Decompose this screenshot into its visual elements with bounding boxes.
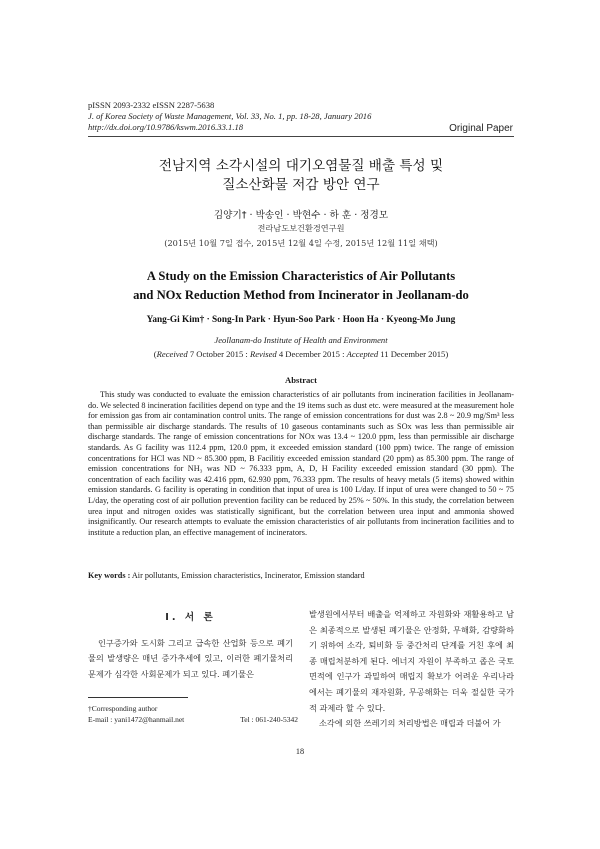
issn-line: pISSN 2093-2332 eISSN 2287-5638 bbox=[88, 100, 215, 110]
english-affiliation: Jeollanam-do Institute of Health and Environment bbox=[214, 335, 388, 345]
keywords-label: Key words : bbox=[88, 571, 131, 580]
english-dates bbox=[88, 349, 514, 359]
received-date: 7 October 2015 : bbox=[187, 349, 250, 359]
english-title bbox=[88, 267, 514, 305]
page-number: 18 bbox=[295, 747, 305, 756]
accepted-label: Accepted bbox=[346, 349, 379, 359]
keywords-text: Air pollutants, Emission characteristics, Incinerator, Emission standard bbox=[130, 571, 365, 580]
keywords bbox=[88, 571, 514, 580]
revised-date: 4 December 2015 : bbox=[276, 349, 347, 359]
korean-dates: (2015년 10월 7일 접수, 2015년 12월 4일 수정, 2015년 12월 11일 채택) bbox=[164, 238, 438, 248]
korean-title-line2: 질소산화물 저감 방안 연구 bbox=[222, 177, 380, 193]
corresponding-author-note: †Corresponding author bbox=[88, 704, 158, 713]
english-title-line2: and NOx Reduction Method from Incinerator in Jeollanam-do bbox=[133, 288, 469, 302]
abstract-heading: Abstract bbox=[285, 375, 317, 385]
journal-citation: J. of Korea Society of Waste Management, Vol. 33, No. 1, pp. 18-28, January 2016 bbox=[88, 111, 372, 122]
english-title-line1: A Study on the Emission Characteristics of Air Pollutants bbox=[146, 269, 456, 283]
intro-paragraph-left: 인구증가와 도시화 그리고 급속한 산업화 등으로 폐기물의 발생량은 매년 증가추세에 있고, 이러한 폐기물처리 문제가 심각한 사회문제가 되고 있다. 폐기물은 bbox=[88, 637, 293, 679]
received-label: Received bbox=[156, 349, 188, 359]
accepted-date: 11 December 2015) bbox=[378, 349, 449, 359]
right-column bbox=[309, 607, 514, 732]
article-type-badge: Original Paper bbox=[449, 123, 513, 134]
english-authors: Yang-Gi Kim† · Song-In Park · Hyun-Soo Park · Hoon Ha · Kyeong-Mo Jung bbox=[146, 315, 456, 325]
korean-title-line1: 전남지역 소각시설의 대기오염물질 배출 특성 및 bbox=[158, 158, 444, 174]
journal-header bbox=[88, 100, 371, 134]
author-tel: Tel : 061-240-5342 bbox=[240, 714, 298, 724]
dates-open: ( bbox=[153, 349, 157, 359]
korean-affiliation: 전라남도보건환경연구원 bbox=[257, 223, 345, 233]
intro-paragraph-right-1: 발생원에서부터 배출을 억제하고 자원화와 재활용하고 남은 최종적으로 발생된 폐기물은 안정화, 무해화, 감량화하기 위하여 소각, 퇴비화 등 중간처리 단계를 거친 후에 최종 매립처분하게 된다. 에너지 자원이 부족하고 좁은 국토 면적에 인구가 과밀하여 매립지 확보가 어려운 우리나라에서는 폐기물의 재자원화, 무공해화는 더욱 절실한 국가적 과제라 할 수 있다. bbox=[309, 609, 514, 713]
abstract-paragraph: This study was conducted to evaluate the emission characteristics of air pollutants from incineration facilities in Jeollanam-do. We selected 8 incineration facilities depend on type and the 19 items such as dust etc. were measured at the measurement hole for emission gas from air contamination control units. The range of emission concentrations for dust was 2.8 ~ 20.9 mg/Sm³ less than permissible air discharge standards. The results of 10 gaseous contaminants such as SOx was less than permissible air discharge standards. The range of emission concentrations for NOx was 13.4 ~ 120.0 ppm, less than permissible air discharge standards. As G facility was 112.4 ppm, 120.0 ppm, it exceeded emission standard (100 ppm) twice. The range of emission concentrations for HCl was ND ~ 85.300 ppm, B Facilitiy exceeded emission standard (20 ppm) as 85.300 ppm. The range of emission concentrations for NH₃ was ND ~ 76.333 ppm, A, D, H Facility exceeded emission standard (30 ppm). The concentration of each facility was 42.416 ppm, 62.930 ppm, 76.333 ppm. The results of heavy metals (5 items) showed within emission standards. G facility is operating in condition that input of urea is 100 L/day. If input of urea were changed to 50 ~ 75 L/day, the operating cost of air pollution prevention facility can be reduced by 25% ~ 50%. In this study, the correlation between urea input and nitrogen oxides was statistically significant, but the correlation between urea input and ammonia showed insignificantly. Our research attempts to evaluate the emission characteristics of air pollutants from incineration facilities and to institute a reduction plan, an effective management of incinerators. bbox=[88, 390, 514, 537]
footnote bbox=[88, 704, 298, 725]
left-column bbox=[88, 610, 293, 682]
korean-authors: 김양기† · 박송인 · 박현수 · 하 훈 · 정경모 bbox=[213, 210, 389, 221]
abstract-body bbox=[88, 390, 514, 538]
author-email[interactable]: E-mail : yani1472@hanmail.net bbox=[88, 714, 185, 724]
korean-title bbox=[88, 157, 514, 195]
revised-label: Revised bbox=[249, 349, 277, 359]
contact-row bbox=[88, 715, 298, 726]
header-rule bbox=[88, 136, 514, 137]
section-heading-introduction: I. 서 론 bbox=[165, 612, 216, 623]
footnote-rule bbox=[88, 697, 188, 698]
intro-paragraph-right-2: 소각에 의한 쓰레기의 처리방법은 매립과 더불어 가 bbox=[319, 718, 501, 729]
doi-link[interactable]: http://dx.doi.org/10.9786/kswm.2016.33.1.18 bbox=[88, 122, 244, 133]
